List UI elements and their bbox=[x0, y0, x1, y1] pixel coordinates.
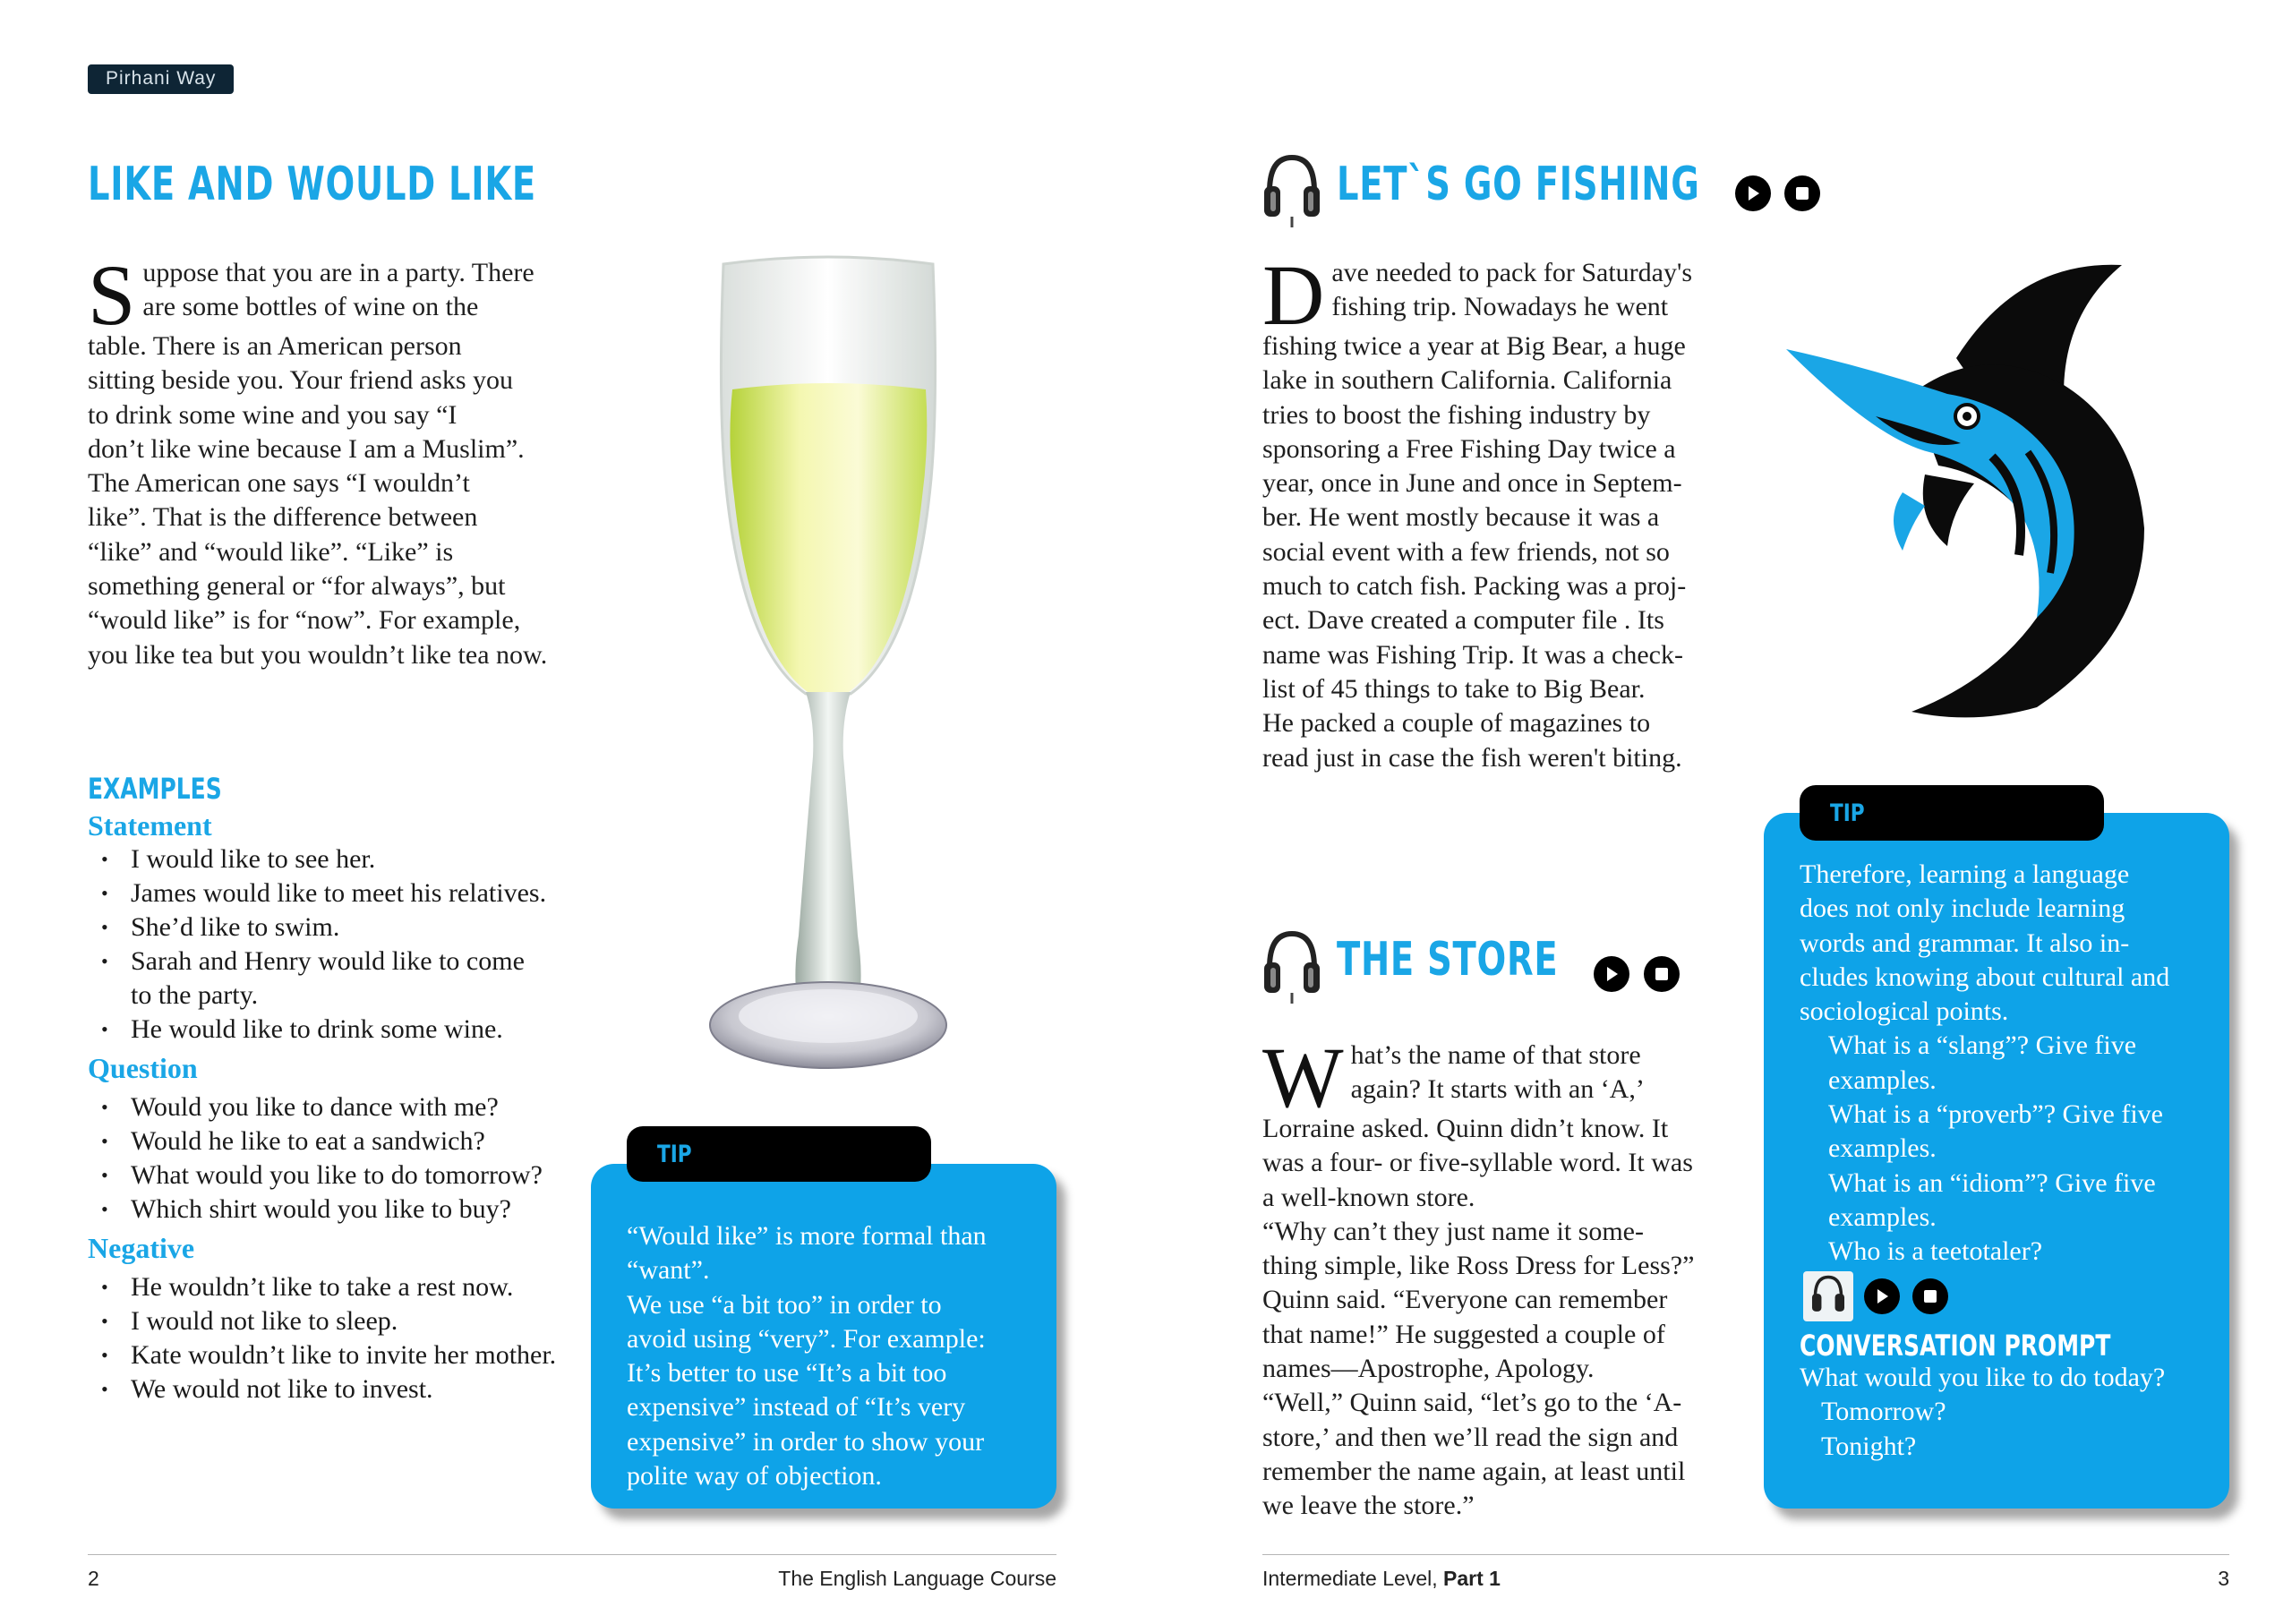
fishing-line: fishing twice a year at Big Bear, a huge bbox=[1262, 331, 1686, 361]
intro-line: “like” and “would like”. “Like” is bbox=[88, 536, 454, 567]
tip-line: avoid using “very”. For example: bbox=[627, 1323, 986, 1354]
stop-button[interactable] bbox=[1784, 175, 1820, 211]
list-item: • Would you like to dance with me? bbox=[131, 1090, 589, 1124]
play-icon bbox=[1744, 184, 1762, 202]
intro-line: you like tea but you wouldn’t like tea now. bbox=[88, 639, 548, 670]
store-line: Quinn said. “Everyone can remember bbox=[1262, 1285, 1668, 1315]
store-line: was a four- or five-syllable word. It was bbox=[1262, 1148, 1693, 1178]
store-line: thing simple, like Ross Dress for Less?” bbox=[1262, 1251, 1695, 1281]
fishing-line: much to catch fish. Packing was a proj- bbox=[1262, 571, 1687, 602]
list-item: • James would like to meet his relatives. bbox=[131, 876, 589, 910]
examples-block bbox=[88, 809, 589, 1406]
prompt-line: What would you like to do today? bbox=[1800, 1363, 2166, 1392]
tip-tab-right bbox=[1800, 785, 2104, 841]
intro-paragraph bbox=[88, 247, 576, 672]
store-paragraph bbox=[1262, 1030, 1746, 1524]
negative-list bbox=[88, 1270, 589, 1406]
stop-button[interactable] bbox=[1644, 956, 1680, 992]
play-icon bbox=[1873, 1287, 1891, 1305]
fishing-line: social event with a few friends, not so bbox=[1262, 536, 1670, 567]
intro-line: something general or “for always”, but bbox=[88, 571, 506, 602]
fishing-line: tries to boost the fishing industry by bbox=[1262, 399, 1651, 430]
page-number-right: 3 bbox=[2218, 1567, 2229, 1590]
headphones-icon bbox=[1262, 928, 1321, 1005]
intro-line: to drink some wine and you say “I bbox=[88, 399, 458, 430]
statement-list bbox=[88, 842, 589, 1047]
fishing-line: ect. Dave created a computer file . Its bbox=[1262, 605, 1664, 636]
tip-line: does not only include learning bbox=[1800, 893, 2125, 924]
list-item: • We would not like to invest. bbox=[131, 1372, 589, 1406]
tip-question: What is a “proverb”? Give five bbox=[1828, 1099, 2163, 1130]
fishing-line: fishing trip. Nowadays he went bbox=[1331, 292, 1669, 322]
store-line: “Well,” Quinn said, “let’s go to the ‘A- bbox=[1262, 1388, 1682, 1418]
tip-question: examples. bbox=[1828, 1064, 1937, 1095]
store-line: that name!” He suggested a couple of bbox=[1262, 1319, 1665, 1349]
tip-label: TIP bbox=[1830, 799, 1865, 827]
intro-line: uppose that you are in a party. There bbox=[142, 258, 535, 287]
fishing-line: read just in case the fish weren't biting. bbox=[1262, 742, 1682, 773]
list-item: • He wouldn’t like to take a rest now. bbox=[131, 1270, 589, 1304]
tip-tab-left bbox=[627, 1126, 931, 1182]
tip-question: What is an “idiom”? Give five bbox=[1828, 1167, 2156, 1198]
list-item: • Sarah and Henry would like to come to the party. bbox=[131, 944, 552, 1013]
store-dropcap: W bbox=[1262, 1030, 1344, 1125]
tip-box-right bbox=[1764, 813, 2229, 1509]
fishing-paragraph bbox=[1262, 247, 1746, 775]
headphones-icon-box bbox=[1803, 1271, 1853, 1321]
tip-box-left bbox=[591, 1164, 1056, 1509]
wine-glass-illustration bbox=[698, 255, 958, 1092]
negative-label: Negative bbox=[88, 1232, 195, 1264]
play-icon bbox=[1603, 965, 1621, 983]
question-list bbox=[88, 1090, 589, 1227]
play-button[interactable] bbox=[1864, 1278, 1900, 1314]
intro-line: are some bottles of wine on the bbox=[142, 292, 479, 322]
conversation-prompt bbox=[1800, 1361, 2220, 1464]
store-line: “Why can’t they just name it some- bbox=[1262, 1216, 1644, 1246]
footer-title-left: The English Language Course bbox=[778, 1567, 1056, 1590]
tip-question: examples. bbox=[1828, 1201, 1937, 1232]
list-item: • He would like to drink some wine. bbox=[131, 1013, 589, 1047]
fishing-line: ber. He went mostly because it was a bbox=[1262, 502, 1660, 533]
list-item: • What would you like to do tomorrow? bbox=[131, 1158, 589, 1192]
question-label: Question bbox=[88, 1052, 198, 1084]
intro-line: like”. That is the difference between bbox=[88, 502, 478, 533]
footer-rule-left bbox=[88, 1554, 1056, 1555]
fishing-line: sponsoring a Free Fishing Day twice a bbox=[1262, 433, 1676, 464]
tip-question: examples. bbox=[1828, 1133, 1937, 1164]
page-number-left: 2 bbox=[88, 1567, 99, 1590]
fishing-line: list of 45 things to take to Big Bear. bbox=[1262, 673, 1646, 704]
statement-label: Statement bbox=[88, 809, 212, 842]
footer-part: Part 1 bbox=[1443, 1567, 1501, 1590]
tip-line: It’s better to use “It’s a bit too bbox=[627, 1358, 947, 1389]
tip-line: “want”. bbox=[627, 1255, 710, 1286]
store-line: hat’s the name of that store bbox=[1350, 1040, 1641, 1070]
store-title: THE STORE bbox=[1337, 933, 1559, 987]
store-line: a well-known store. bbox=[1262, 1182, 1475, 1212]
fishing-line: lake in southern California. California bbox=[1262, 365, 1672, 396]
tip-question: Who is a teetotaler? bbox=[1828, 1236, 2043, 1267]
headphones-icon bbox=[1262, 152, 1321, 229]
play-button[interactable] bbox=[1594, 956, 1629, 992]
intro-line: don’t like wine because I am a Muslim”. bbox=[88, 433, 525, 464]
swordfish-illustration bbox=[1768, 260, 2234, 725]
stop-icon bbox=[1921, 1287, 1939, 1305]
store-line: we leave the store.” bbox=[1262, 1491, 1475, 1521]
list-item: • Which shirt would you like to buy? bbox=[131, 1192, 589, 1227]
tip-line: expensive” in order to show your bbox=[627, 1426, 985, 1457]
store-line: remember the name again, at least until bbox=[1262, 1456, 1686, 1486]
tip-text-right bbox=[1800, 858, 2220, 1269]
footer-title-right bbox=[1262, 1567, 1501, 1591]
fishing-dropcap: D bbox=[1262, 247, 1325, 343]
store-line: store,’ and then we’ll read the sign and bbox=[1262, 1422, 1679, 1452]
tip-line: polite way of objection. bbox=[627, 1461, 882, 1492]
list-item: • I would like to see her. bbox=[131, 842, 589, 876]
tip-line: sociological points. bbox=[1800, 996, 2009, 1027]
intro-line: The American one says “I wouldn’t bbox=[88, 468, 470, 499]
tip-label: TIP bbox=[657, 1141, 692, 1168]
list-item: • Would he like to eat a sandwich? bbox=[131, 1124, 589, 1158]
list-item: • Kate wouldn’t like to invite her mother. bbox=[131, 1338, 589, 1372]
stop-icon bbox=[1793, 184, 1811, 202]
fishing-title: LET`S GO FISHING bbox=[1337, 158, 1700, 211]
tip-line: words and grammar. It also in- bbox=[1800, 927, 2130, 958]
fishing-line: name was Fishing Trip. It was a check- bbox=[1262, 639, 1683, 670]
play-button[interactable] bbox=[1735, 175, 1771, 211]
store-line: names—Apostrophe, Apology. bbox=[1262, 1354, 1595, 1384]
lesson-title: LIKE AND WOULD LIKE bbox=[88, 158, 536, 211]
tip-line: expensive” instead of “It’s very bbox=[627, 1392, 966, 1423]
tip-text-left bbox=[627, 1219, 1048, 1493]
tip-line: Therefore, learning a language bbox=[1800, 859, 2130, 889]
headphones-icon bbox=[1809, 1274, 1848, 1319]
intro-line: sitting beside you. Your friend asks you bbox=[88, 365, 513, 396]
tip-line: “Would like” is more formal than bbox=[627, 1221, 987, 1251]
stop-icon bbox=[1653, 965, 1671, 983]
store-line: Lorraine asked. Quinn didn’t know. It bbox=[1262, 1114, 1669, 1143]
list-item: • She’d like to swim. bbox=[131, 910, 589, 944]
conversation-prompt-heading: CONVERSATION PROMPT bbox=[1800, 1329, 2111, 1363]
prompt-line: Tonight? bbox=[1821, 1431, 1917, 1461]
footer-rule-right bbox=[1262, 1554, 2229, 1555]
tip-line: We use “a bit too” in order to bbox=[627, 1289, 942, 1320]
prompt-line: Tomorrow? bbox=[1821, 1397, 1946, 1427]
intro-dropcap: S bbox=[88, 247, 136, 343]
intro-line: “would like” is for “now”. For example, bbox=[88, 605, 521, 636]
fishing-line: year, once in June and once in Septem- bbox=[1262, 468, 1682, 499]
footer-level: Intermediate Level, bbox=[1262, 1567, 1444, 1590]
fishing-line: ave needed to pack for Saturday's bbox=[1331, 258, 1693, 287]
intro-line: table. There is an American person bbox=[88, 331, 462, 361]
header-badge: Pirhani Way bbox=[88, 64, 234, 94]
tip-line: cludes knowing about cultural and bbox=[1800, 962, 2170, 992]
store-line: again? It starts with an ‘A,’ bbox=[1350, 1074, 1645, 1105]
fishing-line: He packed a couple of magazines to bbox=[1262, 708, 1651, 739]
list-item: • I would not like to sleep. bbox=[131, 1304, 589, 1338]
stop-button[interactable] bbox=[1912, 1278, 1948, 1314]
examples-heading: EXAMPLES bbox=[88, 772, 222, 806]
tip-question: What is a “slang”? Give five bbox=[1828, 1030, 2137, 1061]
